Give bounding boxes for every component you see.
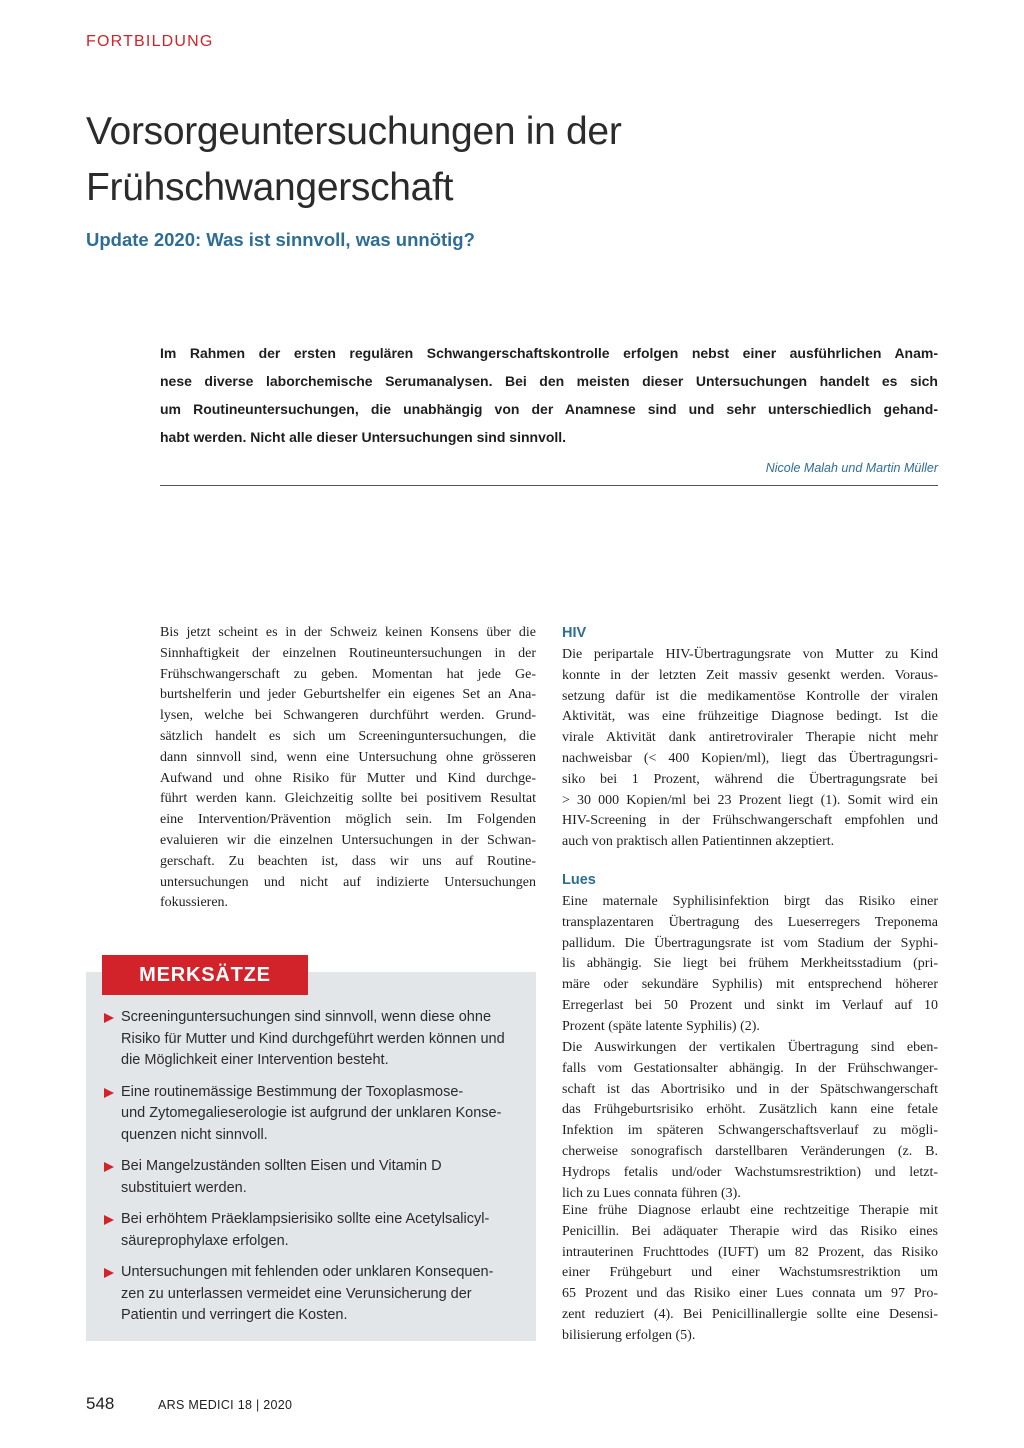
- lead-line: nese diverse laborchemische Serumanalysen. Bei den meisten dieser Untersuchungen handelt es sich: [160, 373, 938, 389]
- text-line: Eine frühe Diagnose erlaubt eine rechtzeitige Therapie mit: [562, 1203, 938, 1218]
- article-title: Vorsorgeuntersuchungen in der Frühschwangerschaft: [86, 110, 622, 209]
- text-line: sätzlich handelt es sich um Screeninguntersuchungen, die: [160, 728, 536, 744]
- merksatz-item: [102, 1082, 532, 1147]
- text-line: Prozent (späte latente Syphilis) (2).: [562, 1018, 760, 1034]
- lues-paragraph-3: [562, 1201, 938, 1347]
- hiv-heading: HIV: [562, 625, 587, 641]
- arrow-bullet-icon: [104, 1162, 114, 1172]
- text-line: Die peripartale HIV-Übertragungsrate von Mutter zu Kind: [562, 647, 938, 662]
- text-line: Sinnhaftigkeit der einzelnen Routineuntersuchungen in der: [160, 645, 536, 661]
- merksatz-line: und Zytomegalieserologie ist aufgrund der unklaren Konse-: [121, 1105, 502, 1121]
- section-label: FORTBILDUNG: [86, 33, 214, 50]
- text-line: setzung dafür ist die medikamentöse Kontrolle der viralen: [562, 688, 938, 704]
- page-number: 548: [86, 1394, 115, 1413]
- text-line: Bis jetzt scheint es in der Schweiz keinen Konsens über die: [160, 625, 536, 640]
- text-line: Aktivität, was eine frühzeitige Diagnose bedingt. Ist die: [562, 709, 938, 725]
- text-line: cherweise sonografisch darstellbaren Veränderungen (z. B.: [562, 1143, 938, 1159]
- lues-heading: Lues: [562, 872, 596, 888]
- merksaetze-title: MERKSÄTZE: [102, 955, 308, 995]
- text-line: lysen, welche bei Schwangeren durchführt werden. Grund-: [160, 708, 536, 724]
- text-line: lich zu Lues connata führen (3).: [562, 1185, 741, 1201]
- merksatz-item: [102, 1156, 532, 1199]
- text-line: führt werden kann. Gleichzeitig sollte bei positivem Resultat: [160, 791, 536, 807]
- merksatz-line: Bei erhöhtem Präeklampsierisiko sollte eine Acetylsalicyl-: [121, 1211, 490, 1227]
- lead-paragraph: [160, 339, 938, 451]
- merksatz-line: substituiert werden.: [121, 1179, 247, 1196]
- header-divider: [160, 485, 938, 486]
- text-line: Erregerlast bei 50 Prozent und sinkt im Verlauf auf 10: [562, 997, 938, 1013]
- text-line: einer Frühgeburt und einer Wachstumsrestriktion um: [562, 1265, 938, 1281]
- intro-paragraph: [160, 623, 536, 914]
- text-line: märe oder sekundäre Syphilis) mit entsprechend höherer: [562, 977, 938, 993]
- text-line: burtshelferin und jeder Geburtshelfer ein eigenes Set an Ana-: [160, 687, 536, 703]
- lead-line: habt werden. Nicht alle dieser Untersuchungen sind sinnvoll.: [160, 429, 567, 445]
- merksatz-line: die Möglichkeit einer Intervention besteht.: [121, 1052, 389, 1068]
- arrow-bullet-icon: [104, 1013, 114, 1023]
- lead-line: um Routineuntersuchungen, die unabhängig von der Anamnese sind und sehr unterschiedlich gehand-: [160, 401, 938, 417]
- text-line: schaft ist das Abortrisiko und in der Spätschwangerschaft: [562, 1081, 938, 1097]
- text-line: fokussieren.: [160, 895, 229, 911]
- text-line: transplazentaren Übertragung des Lueserregers Treponema: [562, 914, 938, 930]
- text-line: HIV-Screening in der Frühschwangerschaft empfohlen und: [562, 813, 938, 829]
- text-line: gerschaft. Zu beachten ist, dass wir uns auf Routine-: [160, 853, 536, 869]
- text-line: untersuchungen und nicht auf indizierte Untersuchungen: [160, 874, 536, 890]
- lues-paragraph-1: [562, 892, 938, 1038]
- text-line: Frühschwangerschaft zu geben. Momentan hat jede Ge-: [160, 666, 536, 682]
- text-line: pallidum. Die Übertragungsrate ist vom Stadium der Syphi-: [562, 935, 938, 951]
- arrow-bullet-icon: [104, 1215, 114, 1225]
- merksatz-line: Bei Mangelzuständen sollten Eisen und Vitamin D: [121, 1158, 442, 1174]
- merksaetze-list: [102, 1007, 532, 1337]
- merksatz-line: Eine routinemässige Bestimmung der Toxoplasmose-: [121, 1083, 464, 1100]
- text-line: > 30 000 Kopien/ml bei 23 Prozent liegt (1). Somit wird ein: [562, 792, 938, 808]
- arrow-bullet-icon: [104, 1088, 114, 1098]
- hiv-paragraph: [562, 645, 938, 853]
- merksatz-line: quenzen nicht sinnvoll.: [121, 1126, 268, 1143]
- text-line: nachweisbar (< 400 Kopien/ml), liegt das Übertragungsri-: [562, 750, 938, 766]
- text-line: dann sinnvoll sind, wenn eine Untersuchung ohne grösseren: [160, 749, 536, 765]
- text-line: 65 Prozent und das Risiko einer Lues connata um 97 Pro-: [562, 1286, 938, 1302]
- journal-issue: ARS MEDICI 18 | 2020: [158, 1398, 293, 1412]
- authors-byline: Nicole Malah und Martin Müller: [765, 461, 938, 475]
- merksatz-line: zen zu unterlassen vermeidet eine Verunsicherung der: [121, 1285, 472, 1302]
- text-line: virale Aktivität dank antiretroviraler Therapie nicht mehr: [562, 730, 938, 746]
- merksatz-line: Screeninguntersuchungen sind sinnvoll, wenn diese ohne: [121, 1009, 492, 1025]
- text-line: Die Auswirkungen der vertikalen Übertragung sind eben-: [562, 1040, 938, 1055]
- text-line: Eine maternale Syphilisinfektion birgt das Risiko einer: [562, 894, 938, 909]
- article-subtitle: Update 2020: Was ist sinnvoll, was unnötig?: [86, 229, 475, 250]
- text-line: Infektion im späteren Schwangerschaftsverlauf zu mögli-: [562, 1123, 938, 1139]
- text-line: auch von praktisch allen Patientinnen akzeptiert.: [562, 834, 835, 850]
- text-line: lis abhängig. Sie liegt bei frühem Merkheitsstadium (pri-: [562, 956, 938, 972]
- text-line: Penicillin. Bei adäquater Therapie wird das Risiko eines: [562, 1223, 938, 1239]
- merksatz-line: Patientin und verringert die Kosten.: [121, 1307, 348, 1323]
- merksatz-item: [102, 1209, 532, 1252]
- text-line: evaluieren wir die einzelnen Untersuchungen in der Schwan-: [160, 832, 536, 848]
- merksatz-line: Risiko für Mutter und Kind durchgeführt werden können und: [121, 1030, 505, 1047]
- arrow-bullet-icon: [104, 1268, 114, 1278]
- text-line: falls vom Gestationsalter abhängig. In der Frühschwanger-: [562, 1060, 938, 1076]
- text-line: das Frühgeburtsrisiko erhöht. Zusätzlich kann eine fetale: [562, 1102, 938, 1118]
- text-line: Hydrops fetalis und/oder Wachstumsrestriktion) und letzt-: [562, 1164, 938, 1180]
- text-line: Aufwand und ohne Risiko für Mutter und Kind durchge-: [160, 770, 536, 786]
- text-line: bilisierung erfolgen (5).: [562, 1327, 696, 1343]
- merksatz-item: [102, 1007, 532, 1072]
- text-line: siko bei 1 Prozent, während die Übertragungsrate bei: [562, 771, 938, 787]
- lead-line: Im Rahmen der ersten regulären Schwangerschaftskontrolle erfolgen nebst einer ausführlichen Anam-: [160, 345, 938, 361]
- text-line: intrauterinen Fruchttodes (IUFT) um 82 Prozent, das Risiko: [562, 1244, 938, 1260]
- merksatz-line: Untersuchungen mit fehlenden oder unklaren Konsequen-: [121, 1264, 494, 1280]
- text-line: eine Intervention/Prävention möglich sein. Im Folgenden: [160, 812, 536, 828]
- lues-paragraph-2: [562, 1038, 938, 1204]
- text-line: konnte in der letzten Zeit massiv gesenkt werden. Voraus-: [562, 667, 938, 683]
- merksatz-line: säureprophylaxe erfolgen.: [121, 1232, 289, 1249]
- text-line: zent reduziert (4). Bei Penicillinallergie sollte eine Desensi-: [562, 1306, 938, 1322]
- merksatz-item: [102, 1262, 532, 1327]
